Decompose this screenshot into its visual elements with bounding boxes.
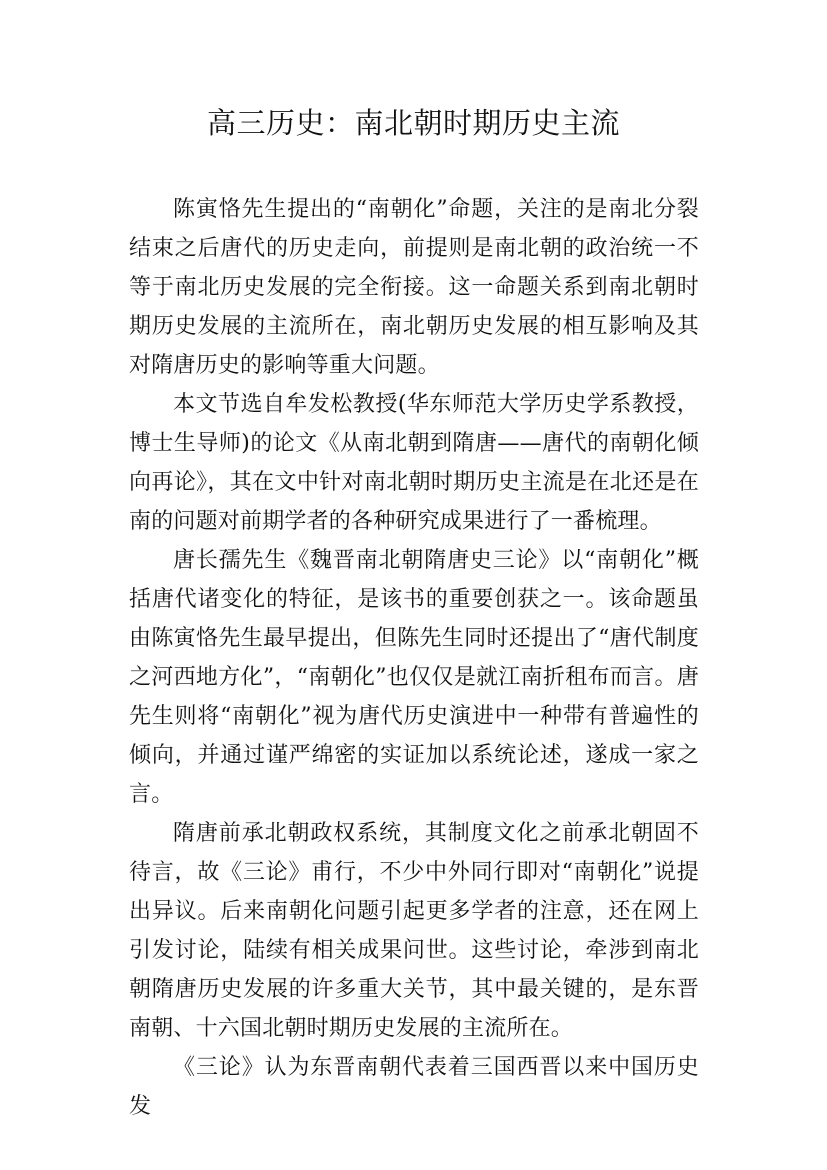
paragraph-5: 《三论》认为东晋南朝代表着三国西晋以来中国历史发 [129,1055,699,1119]
paragraph-3: 唐长孺先生《魏晋南北朝隋唐史三论》以“南朝化”概括唐代诸变化的特征，是该书的重要创获之一。该命题虽由陈寅恪先生最早提出，但陈先生同时还提出了“唐代制度之河西地方化”，“南朝化”也仅仅是就江南折租布而言。唐先生则将“南朝化”视为唐代历史演进中一种带有普遍性的倾向，并通过谨严绵密的实证加以系统论述，遂成一家之言。 [129,548,699,807]
paragraph-1: 陈寅恪先生提出的“南朝化”命题，关注的是南北分裂结束之后唐代的历史走向，前提则是南北朝的政治统一不等于南北历史发展的完全衔接。这一命题关系到南北朝时期历史发展的主流所在，南北朝历史发展的相互影响及其对隋唐历史的影响等重大问题。 [129,197,699,378]
paragraph-4: 隋唐前承北朝政权系统，其制度文化之前承北朝固不待言，故《三论》甫行，不少中外同行即对“南朝化”说提出异议。后来南朝化问题引起更多学者的注意，还在网上引发讨论，陆续有相关成果问世。这些讨论，牵涉到南北朝隋唐历史发展的许多重大关节，其中最关键的，是东晋南朝、十六国北朝时期历史发展的主流所在。 [129,821,699,1041]
document-title: 高三历史：南北朝时期历史主流 [206,106,620,140]
paragraph-2: 本文节选自牟发松教授(华东师范大学历史学系教授，博士生导师)的论文《从南北朝到隋唐——唐代的南朝化倾向再论》，其在文中针对南北朝时期历史主流是在北还是在南的问题对前期学者的各种研究成果进行了一番梳理。 [129,392,699,534]
document-body [129,190,699,1126]
